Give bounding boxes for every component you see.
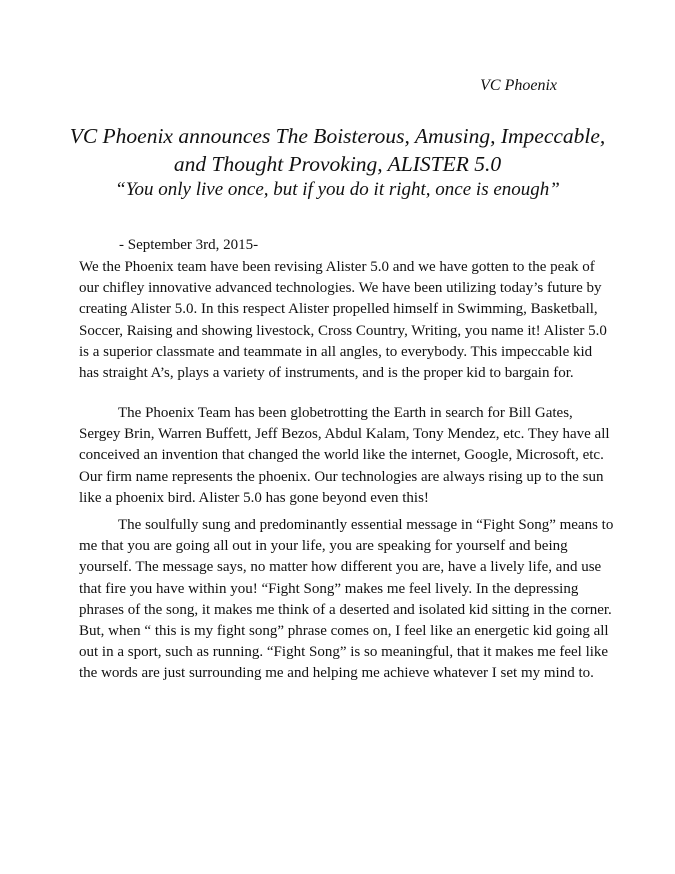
title-line: and Thought Provoking, ALISTER 5.0 xyxy=(173,152,502,176)
paragraph-line: has straight A’s, plays a variety of instruments, and is the proper kid to bargain for. xyxy=(79,365,574,382)
paragraph-line: Soccer, Raising and showing livestock, Cross Country, Writing, you name it! Alister 5.0 xyxy=(79,322,607,339)
paragraph-line: our chifley innovative advanced technologies. We have been utilizing today’s future by xyxy=(79,280,602,297)
document-title xyxy=(40,122,635,178)
tagline-quote: “You only live once, but if you do it right, once is enough” xyxy=(115,179,560,200)
paragraph-line: like a phoenix bird. Alister 5.0 has gone beyond even this! xyxy=(79,489,429,506)
paragraph-line: phrases of the song, it makes me think of a deserted and isolated kid sitting in the corner. xyxy=(79,601,612,618)
paragraph-line: The soulfully sung and predominantly essential message in “Fight Song” means to xyxy=(118,517,614,533)
header-company-name: VC Phoenix xyxy=(480,77,557,94)
date-line: - September 3rd, 2015- xyxy=(119,237,259,253)
paragraph-line: The Phoenix Team has been globetrotting the Earth in search for Bill Gates, xyxy=(118,405,573,421)
paragraph-line: is a superior classmate and teammate in all angles, to everybody. This impeccable kid xyxy=(79,343,593,360)
title-line: VC Phoenix announces The Boisterous, Amusing, Impeccable, xyxy=(69,124,606,148)
paragraph-line: me that you are going all out in your life, you are speaking for yourself and being xyxy=(79,538,568,555)
paragraph-2 xyxy=(79,403,614,509)
paragraph-line: conceived an invention that changed the world like the internet, Google, Microsoft, etc. xyxy=(79,447,604,464)
paragraph-line: But, when “ this is my fight song” phrase comes on, I feel like an energetic kid going all xyxy=(79,623,609,640)
paragraph-3 xyxy=(79,515,614,685)
paragraph-line: We the Phoenix team have been revising Alister 5.0 and we have gotten to the peak of xyxy=(79,259,595,275)
paragraph-line: yourself. The message says, no matter how different you are, have a lively life, and use xyxy=(79,559,602,576)
paragraph-1 xyxy=(79,257,614,384)
paragraph-line: out in a sport, such as running. “Fight Song” is so meaningful, that it makes me feel like xyxy=(79,644,609,661)
paragraph-line: the words are just surrounding me and helping me achieve whatever I set my mind to. xyxy=(79,665,594,682)
paragraph-line: that fire you have within you! “Fight Song” makes me feel lively. In the depressing xyxy=(79,580,579,597)
paragraph-line: Sergey Brin, Warren Buffett, Jeff Bezos, Abdul Kalam, Tony Mendez, etc. They have all xyxy=(79,426,610,443)
paragraph-line: Our firm name represents the phoenix. Our technologies are always rising up to the sun xyxy=(79,468,604,485)
paragraph-line: creating Alister 5.0. In this respect Alister propelled himself in Swimming, Basketball, xyxy=(79,301,598,318)
